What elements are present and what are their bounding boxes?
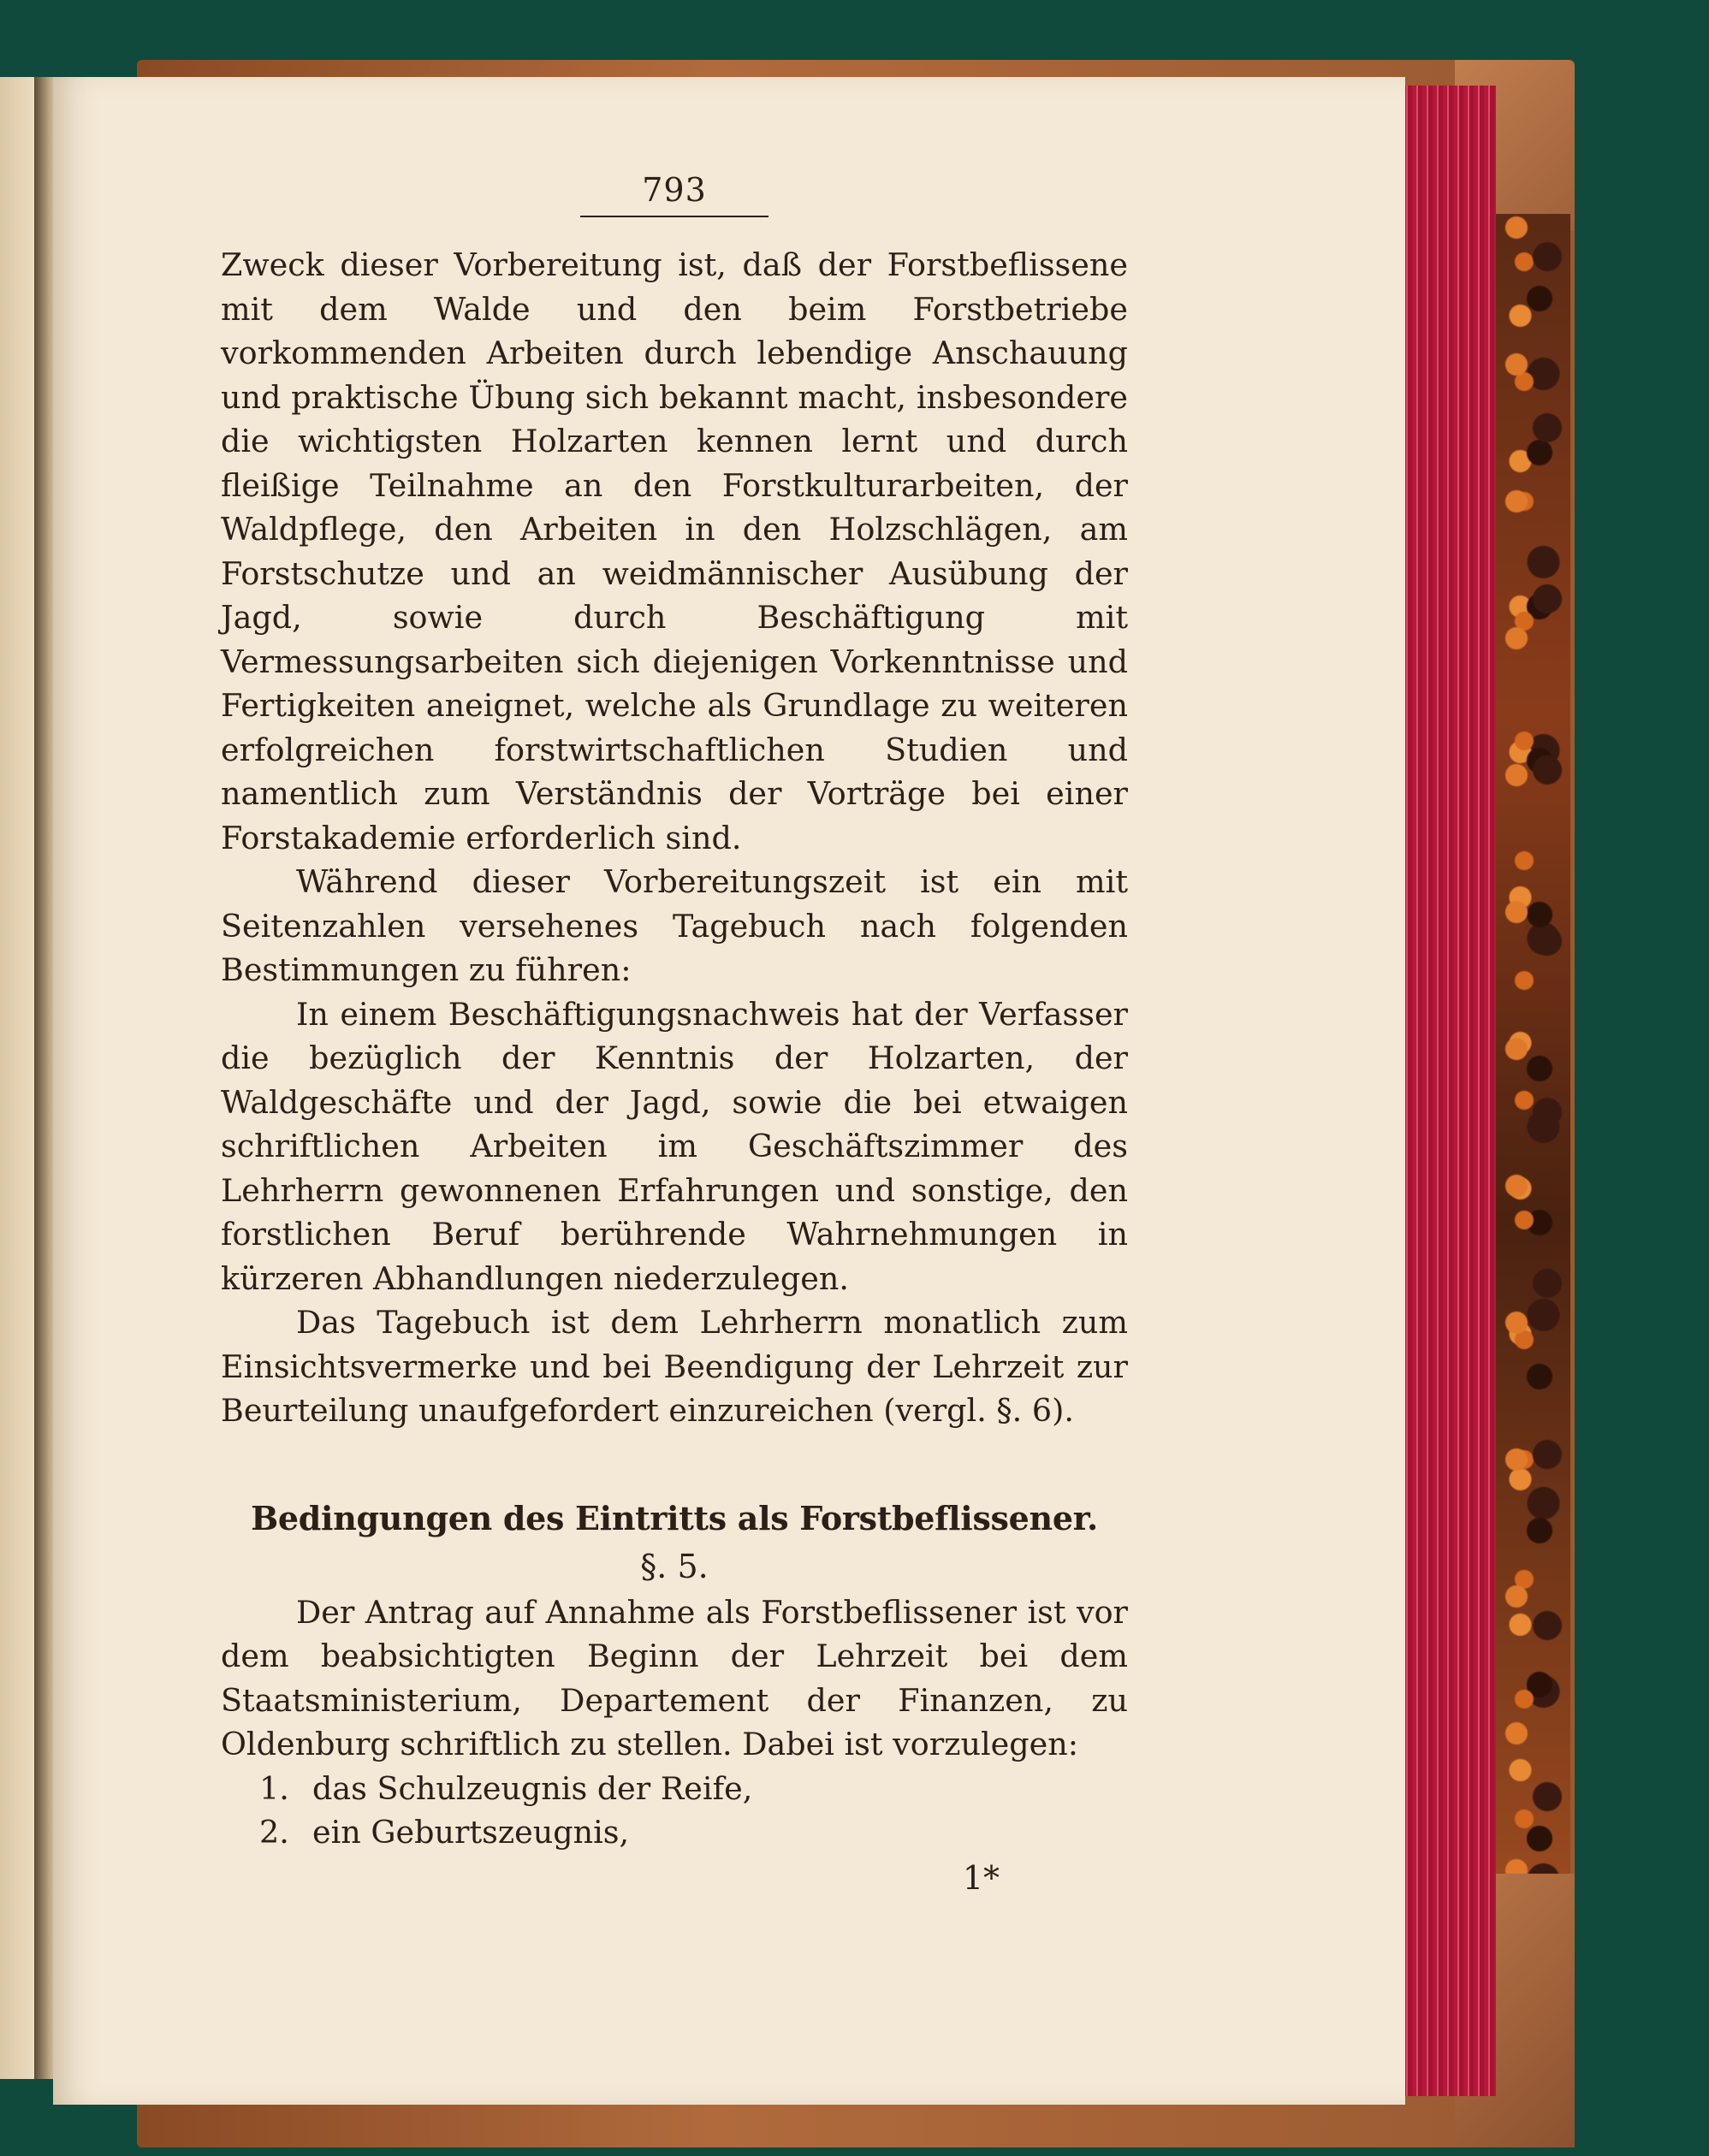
list-item-number: 2. xyxy=(259,1814,289,1851)
paragraph-3: In einem Beschäftigungsnachweis hat der Verfasser die bezüglich der Kenntnis der Holzarten, der Waldgeschäfte und der Jagd, sowie die bei etwaigen schriftlichen Arbeiten im Geschäftszimmer des Lehrherrn gewonnenen Erfahrungen und sonstige, den forstlichen Beruf berührende Wahrnehmungen in kürzeren Abhandlungen niederzulegen. xyxy=(221,995,1128,1297)
list-item-number: 1. xyxy=(259,1769,289,1807)
paragraph-4: Das Tagebuch ist dem Lehrherrn monatlich zum Einsichtsvermerke und bei Beendigung der Lehrzeit zur Beurteilung unaufgefordert einzureichen (vergl. §. 6). xyxy=(221,1304,1128,1429)
red-page-edges xyxy=(1399,86,1496,2096)
paragraph-2: Während dieser Vorbereitungszeit ist ein mit Seitenzahlen versehenes Tagebuch nach folgenden Bestimmungen zu führen: xyxy=(221,863,1128,988)
section-paragraph: Der Antrag auf Annahme als Forstbeflissener ist vor dem beabsichtigten Beginn der Lehrzeit bei dem Staatsministerium, Departement der Finanzen, zu Oldenburg schriftlich zu stellen. Dabei ist vorzulegen: xyxy=(221,1593,1128,1762)
list-item-text: das Schulzeugnis der Reife, xyxy=(312,1769,753,1807)
page-text xyxy=(221,171,1128,1899)
list-item-text: ein Geburtszeugnis, xyxy=(312,1814,630,1851)
signature-mark: 1* xyxy=(962,1858,1000,1897)
header-rule xyxy=(580,216,768,217)
paragraph-1: Zweck dieser Vorbereitung ist, daß der Forstbeflissene mit dem Walde und den beim Forstbetriebe vorkommenden Arbeiten durch lebendige Anschauung und praktische Übung sich bekannt macht, insbesondere die wichtigsten Holzarten kennen lernt und durch fleißige Teilnahme an den Forstkulturarbeiten, der Waldpflege, den Arbeiten in den Holzschlägen, am Forstschutze und an weidmännischer Ausübung der Jagd, sowie durch Beschäftigung mit Vermessungsarbeiten sich diejenigen Vorkenntnisse und Fertigkeiten aneignet, welche als Grundlage zu weiteren erfolgreichen forstwirtschaftlichen Studien und namentlich zum Verständnis der Vorträge bei einer Forstakademie erforderlich sind. xyxy=(221,246,1128,856)
section-number: §. 5. xyxy=(640,1547,709,1585)
left-page-edge xyxy=(0,77,34,2079)
requirements-list xyxy=(221,1767,1128,1855)
list-item xyxy=(221,1767,1128,1811)
marbled-spine-edge xyxy=(1493,214,1570,1891)
list-item xyxy=(221,1810,1128,1855)
section-heading: Bedingungen des Eintritts als Forstbeflissener. xyxy=(251,1498,1098,1537)
page-number: 793 xyxy=(642,171,707,209)
